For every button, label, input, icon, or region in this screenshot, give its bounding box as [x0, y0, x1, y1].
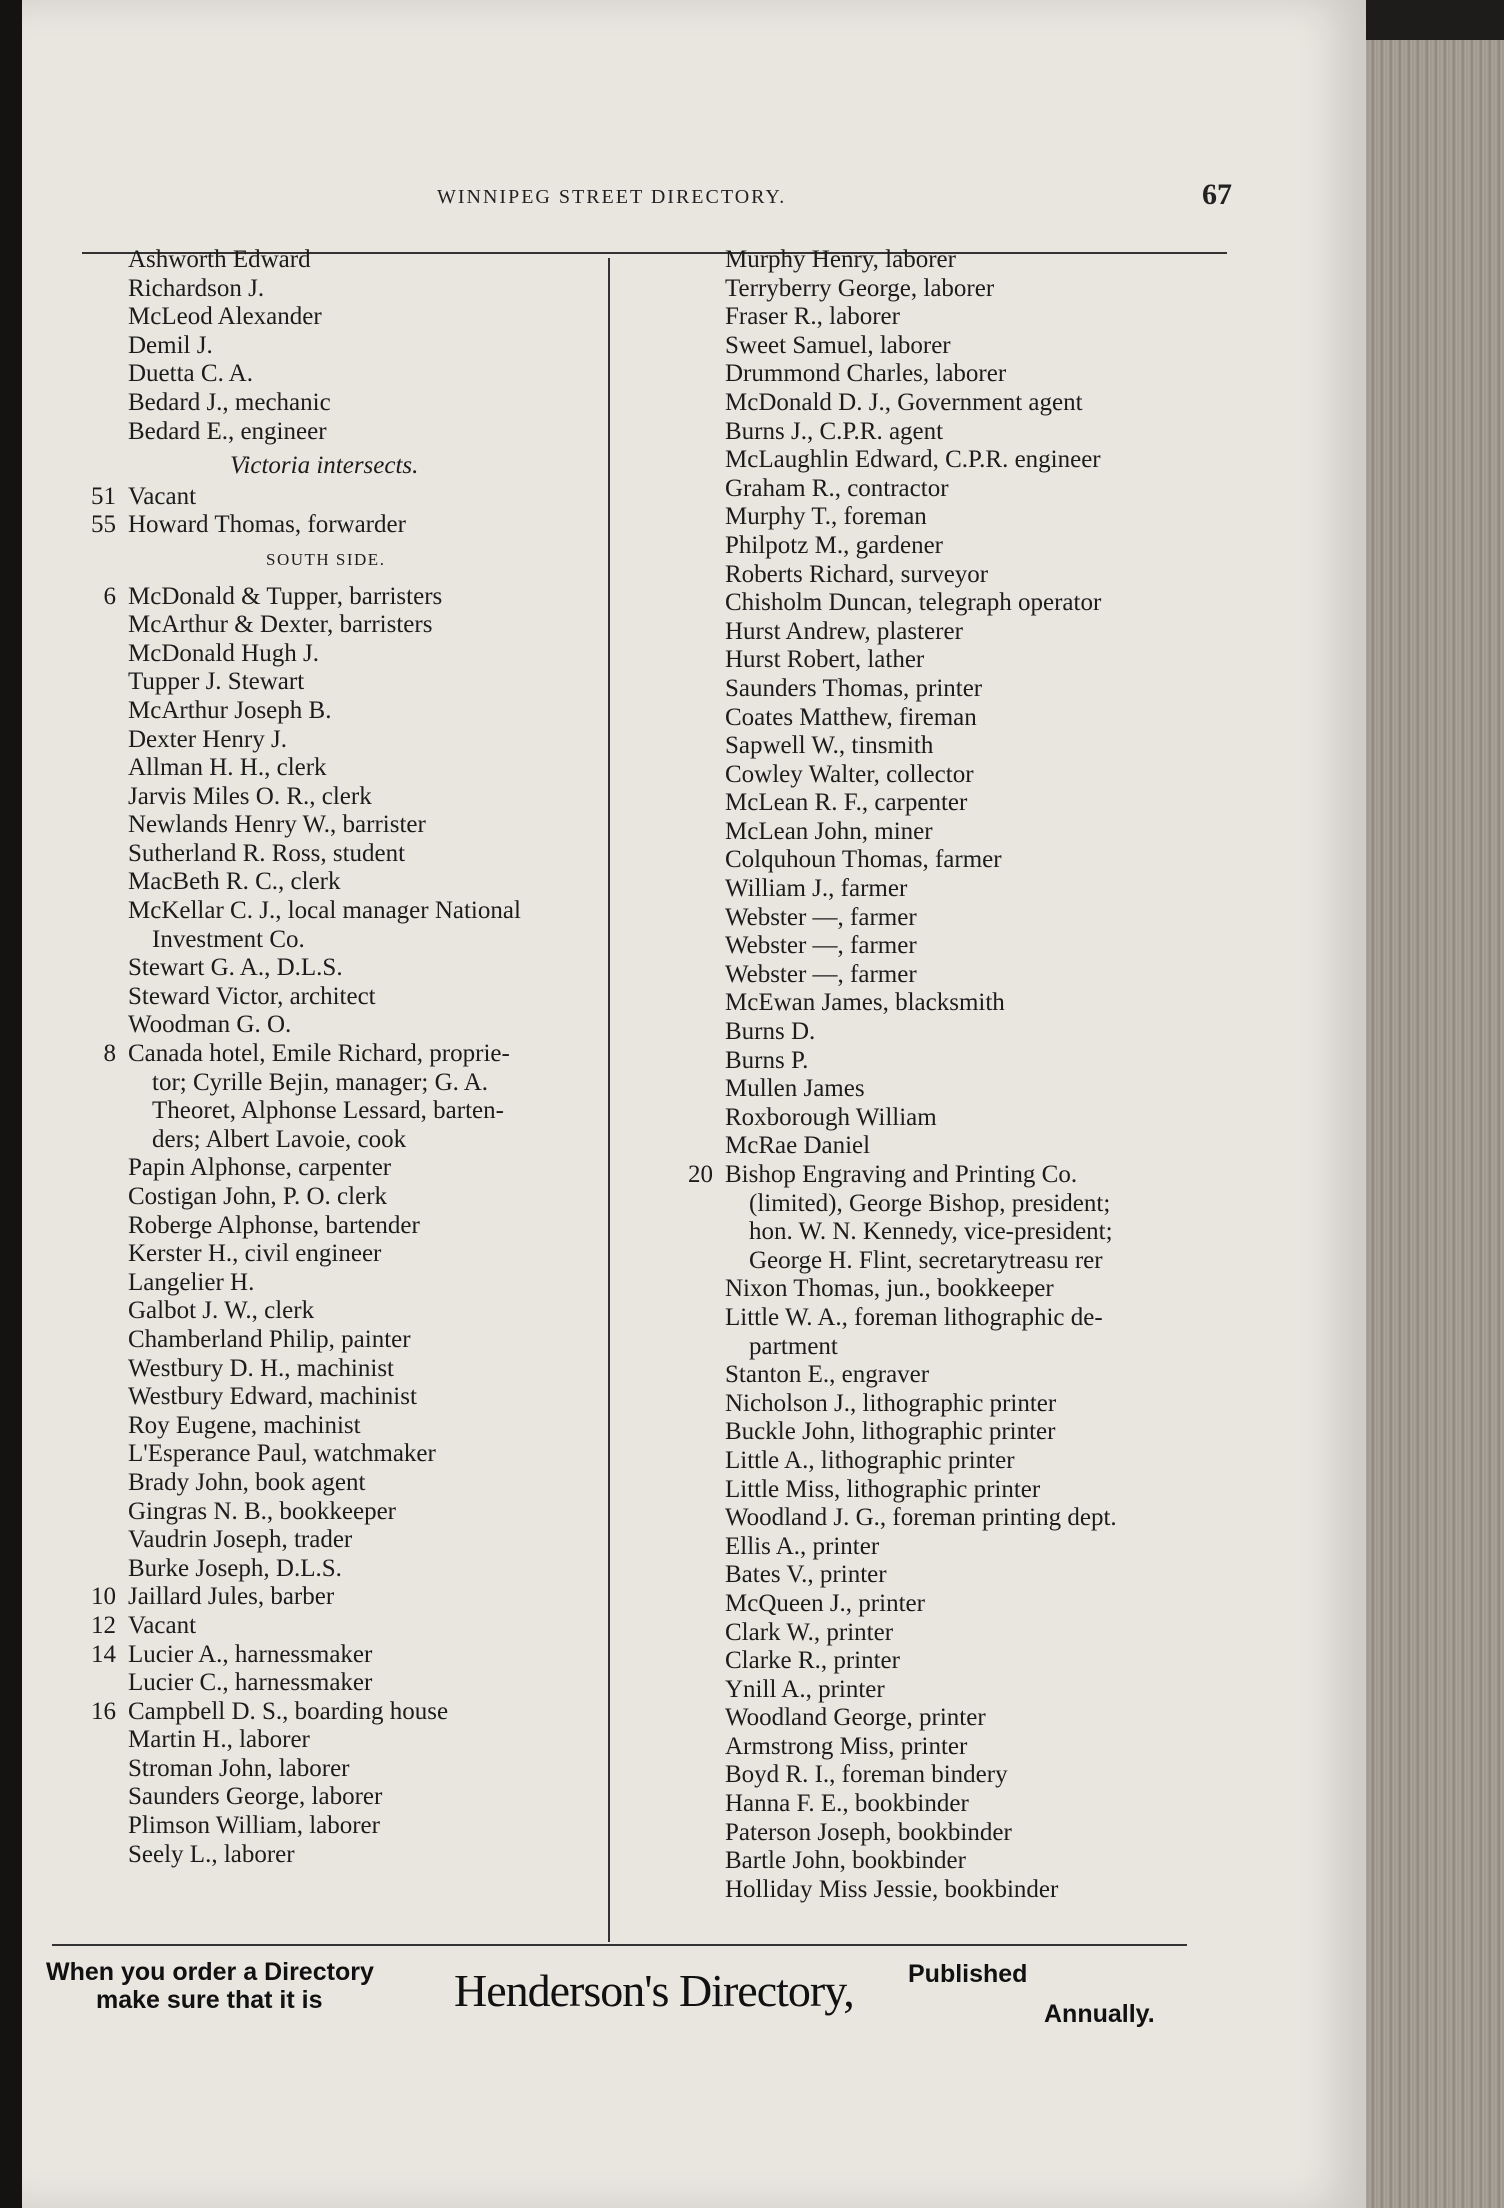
directory-entry [677, 846, 1237, 875]
entry-group [80, 483, 608, 540]
footer-annually: Annually. [1044, 2000, 1155, 2028]
entry-text: McDonald D. J., Government agent [725, 388, 1083, 416]
house-number: 20 [688, 1161, 713, 1188]
entry-text: Duetta C. A. [128, 360, 253, 388]
directory-entry [80, 1069, 608, 1098]
entry-text: Roberge Alphonse, bartender [128, 1211, 420, 1239]
entry-text: Sweet Samuel, laborer [725, 331, 951, 359]
entry-text: Murphy Henry, laborer [725, 246, 956, 273]
directory-entry [80, 954, 608, 983]
footer-brand: Henderson's Directory, [454, 1965, 854, 2016]
advertisement-footer [22, 1950, 1222, 2040]
directory-entry [677, 818, 1237, 847]
directory-entry [677, 675, 1237, 704]
directory-entry [80, 1355, 608, 1384]
entry-text: Coates Matthew, fireman [725, 703, 977, 731]
entry-text: Ynill A., printer [725, 1675, 885, 1703]
directory-entry [677, 1533, 1237, 1562]
entry-text: Philpotz M., gardener [725, 531, 944, 559]
entry-text: Plimson William, laborer [128, 1812, 380, 1840]
entry-text: Clarke R., printer [725, 1647, 900, 1675]
entry-text: McRae Daniel [725, 1132, 871, 1160]
entry-text: Ashworth Edward [128, 246, 311, 273]
house-number: 51 [91, 482, 116, 510]
entry-text: Lucier C., harnessmaker [128, 1669, 373, 1697]
directory-entry [677, 1018, 1237, 1047]
entry-text: Burns D. [725, 1018, 816, 1046]
directory-entry [677, 1190, 1237, 1219]
entry-text: Westbury D. H., machinist [128, 1354, 395, 1382]
page-header [82, 178, 1232, 218]
entry-text: ders; Albert Lavoie, cook [152, 1125, 407, 1153]
directory-entry [677, 332, 1237, 361]
entry-text: Lucier A., harnessmaker [128, 1640, 373, 1668]
directory-entry [80, 868, 608, 897]
directory-entry [80, 1612, 608, 1641]
entry-text: Kerster H., civil engineer [128, 1240, 382, 1268]
directory-entry [80, 1097, 608, 1126]
entry-text: Dexter Henry J. [128, 725, 287, 753]
entry-text: hon. W. N. Kennedy, vice-president; [749, 1218, 1113, 1246]
entry-text: Bartle John, bookbinder [725, 1847, 966, 1875]
directory-entry [677, 989, 1237, 1018]
directory-entry [677, 1504, 1237, 1533]
directory-entry [677, 1247, 1237, 1276]
directory-entry [80, 332, 608, 361]
directory-entry [80, 1698, 608, 1727]
entry-text: Seely L., laborer [128, 1840, 295, 1868]
house-number: 16 [91, 1697, 116, 1725]
left-column [80, 246, 608, 1869]
entry-group [80, 246, 608, 446]
directory-entry [677, 1275, 1237, 1304]
footer-rule [52, 1944, 1187, 1946]
directory-entry [80, 1212, 608, 1241]
entry-text: Howard Thomas, forwarder [128, 511, 406, 539]
directory-entry [80, 897, 608, 926]
directory-entry [80, 611, 608, 640]
entry-text: Colquhoun Thomas, farmer [725, 846, 1002, 874]
entry-text: Stewart G. A., D.L.S. [128, 954, 343, 982]
directory-entry [677, 618, 1237, 647]
directory-entry [677, 789, 1237, 818]
entry-text: Woodland J. G., foreman printing dept. [725, 1504, 1117, 1532]
house-number: 6 [103, 582, 116, 610]
entry-text: Bates V., printer [725, 1561, 887, 1589]
entry-text: Newlands Henry W., barrister [128, 811, 426, 839]
entry-text: L'Esperance Paul, watchmaker [128, 1440, 436, 1468]
entry-text: Bedard J., mechanic [128, 388, 331, 416]
directory-entry [80, 1126, 608, 1155]
entry-text: Bishop Engraving and Printing Co. [725, 1161, 1078, 1188]
entry-text: Burns P. [725, 1046, 809, 1074]
directory-entry [677, 1304, 1237, 1333]
directory-entry [80, 1841, 608, 1870]
entry-text: Clark W., printer [725, 1618, 894, 1646]
running-title: WINNIPEG STREET DIRECTORY. [437, 186, 787, 208]
entry-text: Demil J. [128, 331, 213, 359]
directory-entry [80, 1669, 608, 1698]
entry-text: Little W. A., foreman lithographic de- [725, 1303, 1103, 1331]
entry-text: Burke Joseph, D.L.S. [128, 1554, 342, 1582]
directory-entry [80, 1326, 608, 1355]
house-number: 12 [91, 1611, 116, 1639]
directory-entry [80, 246, 608, 275]
directory-entry [677, 1047, 1237, 1076]
directory-entry [677, 389, 1237, 418]
directory-entry [677, 1132, 1237, 1161]
entry-text: Sapwell W., tinsmith [725, 732, 934, 760]
entry-text: Woodland George, printer [725, 1704, 986, 1732]
directory-page [22, 0, 1366, 2208]
directory-entry [80, 1011, 608, 1040]
directory-entry [677, 732, 1237, 761]
house-number: 10 [91, 1583, 116, 1611]
directory-entry [677, 1218, 1237, 1247]
entry-text: Little Miss, lithographic printer [725, 1475, 1041, 1503]
entry-text: Richardson J. [128, 274, 265, 302]
directory-entry [677, 875, 1237, 904]
entry-text: partment [749, 1332, 838, 1360]
directory-entry [677, 1647, 1237, 1676]
directory-entry [677, 360, 1237, 389]
directory-entry [80, 1526, 608, 1555]
entry-text: Costigan John, P. O. clerk [128, 1183, 388, 1210]
entry-text: William J., farmer [725, 875, 908, 903]
entry-text: Canada hotel, Emile Richard, proprie- [128, 1040, 510, 1068]
entry-text: Sutherland R. Ross, student [128, 839, 406, 867]
directory-entry [80, 1726, 608, 1755]
entry-text: Saunders George, laborer [128, 1783, 383, 1811]
entry-text: McDonald Hugh J. [128, 639, 319, 667]
footer-line-2: make sure that it is [96, 1986, 323, 2014]
directory-entry [677, 1819, 1237, 1848]
entry-text: Graham R., contractor [725, 474, 949, 502]
footer-line-1: When you order a Directory [46, 1958, 374, 1986]
directory-entry [677, 1876, 1237, 1905]
directory-entry [677, 275, 1237, 304]
directory-entry [677, 1590, 1237, 1619]
footer-tagline [46, 1958, 374, 2014]
directory-entry [677, 1104, 1237, 1133]
directory-entry [677, 561, 1237, 590]
entry-text: Jarvis Miles O. R., clerk [128, 782, 372, 810]
directory-entry [80, 840, 608, 869]
entry-group [677, 246, 1237, 1904]
entry-text: McEwan James, blacksmith [725, 989, 1005, 1017]
entry-text: (limited), George Bishop, president; [749, 1189, 1111, 1217]
entry-text: Nixon Thomas, jun., bookkeeper [725, 1275, 1054, 1303]
directory-entry [677, 1733, 1237, 1762]
right-column [677, 246, 1237, 1904]
directory-entry [677, 961, 1237, 990]
directory-entry [80, 1755, 608, 1784]
entry-text: Murphy T., foreman [725, 503, 927, 531]
directory-entry [80, 1583, 608, 1612]
entry-text: Chamberland Philip, painter [128, 1325, 411, 1353]
entry-text: McLeod Alexander [128, 303, 322, 331]
entry-text: Jaillard Jules, barber [128, 1583, 335, 1611]
directory-entry [80, 1812, 608, 1841]
directory-entry [80, 1469, 608, 1498]
entry-text: Vacant [128, 482, 197, 510]
entry-text: Theoret, Alphonse Lessard, barten- [152, 1097, 504, 1125]
entry-text: Papin Alphonse, carpenter [128, 1154, 392, 1182]
directory-entry [80, 1498, 608, 1527]
entry-text: George H. Flint, secretarytreasu rer [749, 1246, 1103, 1274]
entry-text: Investment Co. [152, 925, 305, 953]
entry-text: Webster —, farmer [725, 932, 917, 960]
house-number: 14 [91, 1640, 116, 1668]
directory-entry [80, 483, 608, 512]
directory-entry [80, 983, 608, 1012]
directory-entry [80, 1154, 608, 1183]
entry-text: McKellar C. J., local manager National [128, 897, 521, 925]
directory-entry [677, 446, 1237, 475]
directory-entry [677, 418, 1237, 447]
directory-entry [80, 360, 608, 389]
entry-text: Hanna F. E., bookbinder [725, 1790, 969, 1818]
directory-entry [80, 726, 608, 755]
directory-entry [677, 1704, 1237, 1733]
entry-text: Gingras N. B., bookkeeper [128, 1497, 396, 1525]
directory-entry [80, 1783, 608, 1812]
entry-text: Fraser R., laborer [725, 303, 900, 331]
directory-entry [80, 1269, 608, 1298]
directory-entry [677, 932, 1237, 961]
entry-text: Chisholm Duncan, telegraph operator [725, 589, 1102, 617]
entry-text: Saunders Thomas, printer [725, 674, 983, 702]
entry-text: McQueen J., printer [725, 1589, 925, 1617]
binding-shadow [0, 0, 22, 2208]
directory-entry [80, 1641, 608, 1670]
entry-text: Vaudrin Joseph, trader [128, 1526, 353, 1554]
entry-text: tor; Cyrille Bejin, manager; G. A. [152, 1068, 489, 1096]
entry-text: Brady John, book agent [128, 1468, 366, 1496]
directory-entry [677, 246, 1237, 275]
entry-text: Little A., lithographic printer [725, 1446, 1015, 1474]
directory-entry [677, 904, 1237, 933]
directory-entry [80, 697, 608, 726]
entry-text: McArthur & Dexter, barristers [128, 611, 433, 639]
entry-text: Roxborough William [725, 1103, 937, 1131]
house-number: 55 [91, 511, 116, 539]
entry-text: Steward Victor, architect [128, 982, 376, 1010]
directory-entry [677, 1075, 1237, 1104]
directory-entry [677, 1418, 1237, 1447]
directory-entry [80, 1240, 608, 1269]
entry-text: McDonald & Tupper, barristers [128, 582, 443, 610]
entry-text: Nicholson J., lithographic printer [725, 1389, 1057, 1417]
entry-text: Bedard E., engineer [128, 417, 327, 445]
directory-entry [80, 1040, 608, 1069]
directory-entry [677, 503, 1237, 532]
entry-text: Roberts Richard, surveyor [725, 560, 989, 588]
house-number: 8 [103, 1040, 116, 1068]
directory-entry [80, 1183, 608, 1212]
directory-entry [677, 1619, 1237, 1648]
entry-text: McLean John, miner [725, 817, 933, 845]
page-number: 67 [1202, 178, 1232, 211]
entry-text: Terryberry George, laborer [725, 274, 995, 302]
entry-text: Burns J., C.P.R. agent [725, 417, 944, 445]
directory-entry [677, 1761, 1237, 1790]
entry-text: Armstrong Miss, printer [725, 1732, 968, 1760]
directory-entry [677, 303, 1237, 332]
entry-text: Holliday Miss Jessie, bookbinder [725, 1875, 1059, 1903]
entry-text: McLean R. F., carpenter [725, 789, 968, 817]
entry-text: Webster —, farmer [725, 960, 917, 988]
entry-text: Ellis A., printer [725, 1532, 880, 1560]
entry-group [80, 583, 608, 1870]
directory-entry [80, 1555, 608, 1584]
entry-text: Buckle John, lithographic printer [725, 1418, 1056, 1446]
entry-text: Allman H. H., clerk [128, 754, 327, 782]
entry-text: Hurst Robert, lather [725, 646, 925, 674]
directory-entry [677, 646, 1237, 675]
entry-text: Drummond Charles, laborer [725, 360, 1007, 388]
directory-entry [677, 589, 1237, 618]
directory-entry [677, 1447, 1237, 1476]
entry-text: Webster —, farmer [725, 903, 917, 931]
directory-entry [80, 275, 608, 304]
directory-entry [677, 761, 1237, 790]
entry-text: Woodman G. O. [128, 1011, 292, 1039]
entry-text: McArthur Joseph B. [128, 696, 332, 724]
directory-entry [80, 926, 608, 955]
directory-entry [677, 475, 1237, 504]
entry-text: Paterson Joseph, bookbinder [725, 1818, 1012, 1846]
directory-entry [80, 303, 608, 332]
entry-text: Boyd R. I., foreman bindery [725, 1761, 1008, 1789]
entry-text: Roy Eugene, machinist [128, 1411, 361, 1439]
directory-entry [677, 1847, 1237, 1876]
directory-entry [80, 811, 608, 840]
entry-text: Galbot J. W., clerk [128, 1297, 315, 1325]
entry-text: Vacant [128, 1611, 197, 1639]
entry-text: Hurst Andrew, plasterer [725, 617, 963, 645]
directory-entry [677, 704, 1237, 733]
directory-entry [677, 1390, 1237, 1419]
entry-text: Stroman John, laborer [128, 1754, 350, 1782]
entry-text: MacBeth R. C., clerk [128, 868, 341, 896]
entry-text: Cowley Walter, collector [725, 760, 974, 788]
entry-text: Martin H., laborer [128, 1726, 310, 1754]
directory-entry [80, 754, 608, 783]
footer-published: Published [908, 1960, 1028, 1988]
directory-entry [80, 389, 608, 418]
directory-entry [80, 668, 608, 697]
directory-entry [677, 1161, 1237, 1190]
entry-text: Westbury Edward, machinist [128, 1383, 417, 1411]
cross-street-heading: Victoria intersects. [230, 452, 419, 480]
directory-entry [677, 1561, 1237, 1590]
directory-entry [80, 1440, 608, 1469]
directory-entry [677, 1361, 1237, 1390]
entry-text: Langelier H. [128, 1268, 255, 1296]
directory-entry [80, 511, 608, 540]
directory-entry [677, 532, 1237, 561]
directory-entry [677, 1790, 1237, 1819]
entry-text: Campbell D. S., boarding house [128, 1697, 449, 1725]
directory-entry [677, 1333, 1237, 1362]
directory-entry [80, 1412, 608, 1441]
entry-text: Stanton E., engraver [725, 1361, 930, 1389]
section-heading: SOUTH SIDE. [266, 549, 386, 569]
directory-entry [80, 583, 608, 612]
directory-entry [677, 1476, 1237, 1505]
directory-entry [80, 418, 608, 447]
directory-entry [80, 1383, 608, 1412]
directory-entry [677, 1676, 1237, 1705]
column-divider [608, 258, 610, 1942]
entry-text: McLaughlin Edward, C.P.R. engineer [725, 446, 1101, 474]
entry-text: Mullen James [725, 1075, 865, 1103]
entry-text: Tupper J. Stewart [128, 668, 305, 696]
directory-entry [80, 640, 608, 669]
directory-entry [80, 783, 608, 812]
directory-entry [80, 1297, 608, 1326]
